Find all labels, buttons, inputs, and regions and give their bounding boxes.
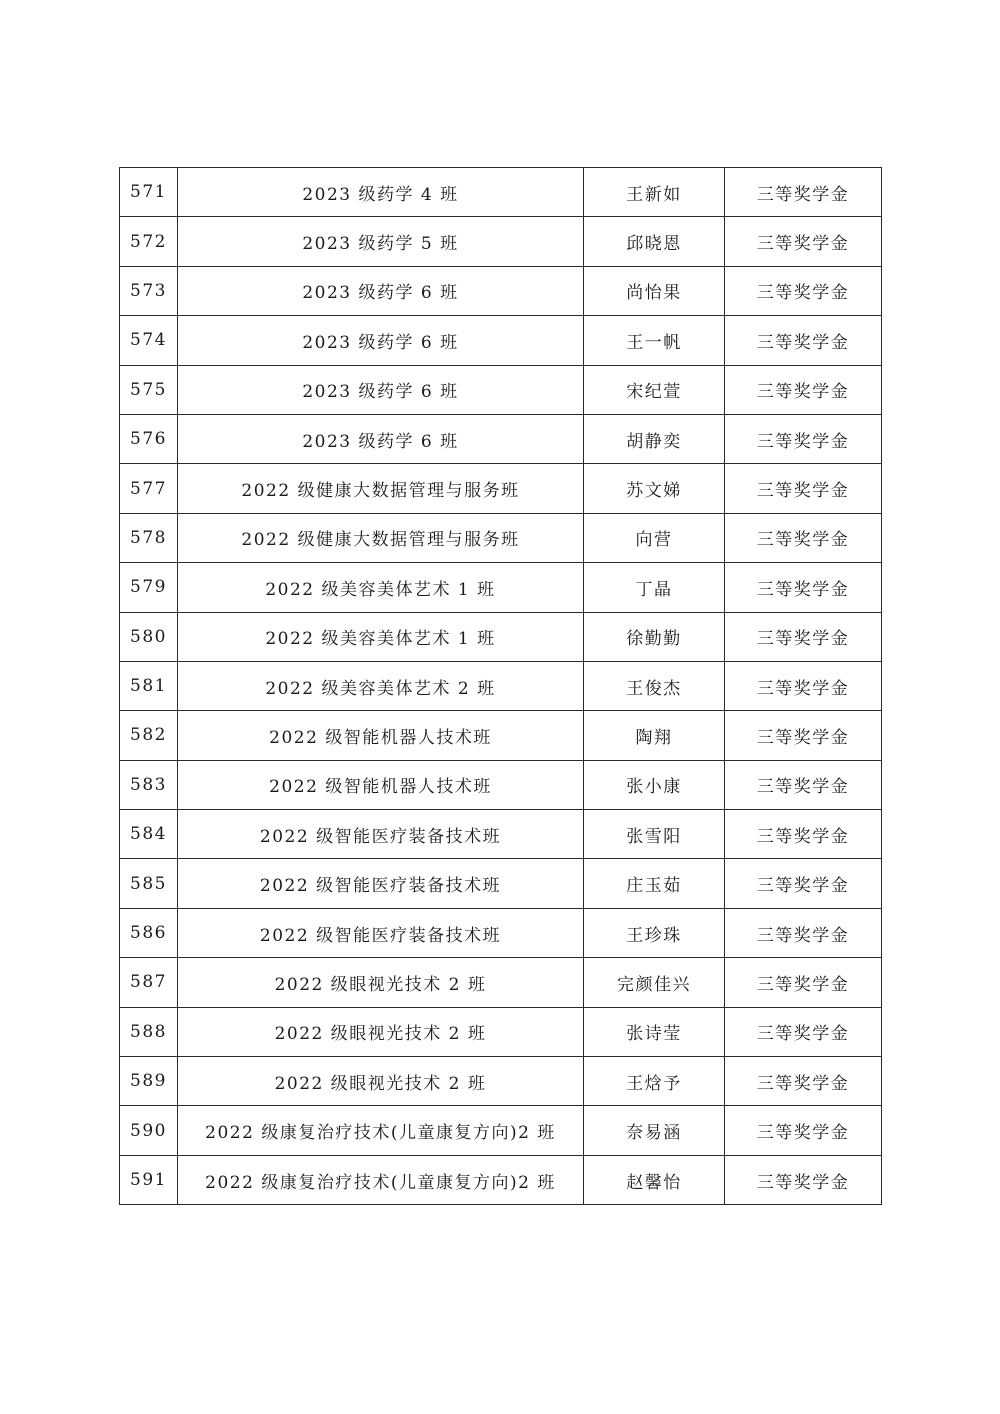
row-number-cell: 580 [120,612,178,661]
award-level-cell: 三等奖学金 [725,711,882,760]
student-name-cell: 尚怡果 [584,266,725,315]
row-number-cell: 575 [120,365,178,414]
student-name-cell: 王焓予 [584,1057,725,1106]
table-row [120,414,882,463]
class-name-cell: 2023 级药学 4 班 [178,168,584,217]
table-row [120,810,882,859]
award-level-cell: 三等奖学金 [725,612,882,661]
class-name-cell: 2022 级眼视光技术 2 班 [178,1057,584,1106]
row-number-cell: 571 [120,168,178,217]
award-level-cell: 三等奖学金 [725,810,882,859]
class-name-cell: 2022 级眼视光技术 2 班 [178,958,584,1007]
student-name-cell: 邱晓恩 [584,217,725,266]
student-name-cell: 向营 [584,513,725,562]
class-name-cell: 2022 级美容美体艺术 1 班 [178,563,584,612]
table-row [120,1057,882,1106]
row-number-cell: 588 [120,1007,178,1056]
award-level-cell: 三等奖学金 [725,266,882,315]
student-name-cell: 王新如 [584,168,725,217]
class-name-cell: 2022 级美容美体艺术 2 班 [178,661,584,710]
award-level-cell: 三等奖学金 [725,661,882,710]
class-name-cell: 2022 级智能医疗装备技术班 [178,908,584,957]
student-name-cell: 徐勤勤 [584,612,725,661]
row-number-cell: 578 [120,513,178,562]
table-row [120,958,882,1007]
row-number-cell: 573 [120,266,178,315]
table-row [120,612,882,661]
row-number-cell: 579 [120,563,178,612]
student-name-cell: 王珍珠 [584,908,725,957]
award-level-cell: 三等奖学金 [725,217,882,266]
award-level-cell: 三等奖学金 [725,958,882,1007]
award-level-cell: 三等奖学金 [725,859,882,908]
award-level-cell: 三等奖学金 [725,464,882,513]
class-name-cell: 2022 级智能机器人技术班 [178,711,584,760]
row-number-cell: 574 [120,316,178,365]
class-name-cell: 2022 级美容美体艺术 1 班 [178,612,584,661]
class-name-cell: 2022 级健康大数据管理与服务班 [178,464,584,513]
table-row [120,1155,882,1204]
award-level-cell: 三等奖学金 [725,414,882,463]
row-number-cell: 576 [120,414,178,463]
class-name-cell: 2022 级康复治疗技术(儿童康复方向)2 班 [178,1155,584,1204]
table-row [120,908,882,957]
row-number-cell: 591 [120,1155,178,1204]
table-row [120,217,882,266]
award-level-cell: 三等奖学金 [725,760,882,809]
table-row [120,316,882,365]
student-name-cell: 张诗莹 [584,1007,725,1056]
row-number-cell: 577 [120,464,178,513]
table-body [120,168,882,1205]
table-row [120,859,882,908]
class-name-cell: 2023 级药学 6 班 [178,266,584,315]
award-level-cell: 三等奖学金 [725,513,882,562]
row-number-cell: 585 [120,859,178,908]
class-name-cell: 2022 级康复治疗技术(儿童康复方向)2 班 [178,1106,584,1155]
table-row [120,513,882,562]
student-name-cell: 张小康 [584,760,725,809]
class-name-cell: 2023 级药学 6 班 [178,316,584,365]
award-level-cell: 三等奖学金 [725,563,882,612]
student-name-cell: 王一帆 [584,316,725,365]
class-name-cell: 2022 级智能医疗装备技术班 [178,859,584,908]
row-number-cell: 589 [120,1057,178,1106]
student-name-cell: 王俊杰 [584,661,725,710]
table-row [120,711,882,760]
table-row [120,661,882,710]
student-name-cell: 庄玉茹 [584,859,725,908]
student-name-cell: 陶翔 [584,711,725,760]
row-number-cell: 572 [120,217,178,266]
student-name-cell: 张雪阳 [584,810,725,859]
student-name-cell: 宋纪萱 [584,365,725,414]
table-row [120,1007,882,1056]
student-name-cell: 丁晶 [584,563,725,612]
award-level-cell: 三等奖学金 [725,365,882,414]
table-row [120,266,882,315]
award-level-cell: 三等奖学金 [725,1007,882,1056]
table-row [120,1106,882,1155]
row-number-cell: 584 [120,810,178,859]
row-number-cell: 581 [120,661,178,710]
class-name-cell: 2022 级智能机器人技术班 [178,760,584,809]
student-name-cell: 苏文娣 [584,464,725,513]
class-name-cell: 2023 级药学 5 班 [178,217,584,266]
scholarship-table [119,167,882,1205]
row-number-cell: 590 [120,1106,178,1155]
student-name-cell: 完颜佳兴 [584,958,725,1007]
class-name-cell: 2022 级智能医疗装备技术班 [178,810,584,859]
student-name-cell: 奈易涵 [584,1106,725,1155]
award-level-cell: 三等奖学金 [725,316,882,365]
student-name-cell: 胡静奕 [584,414,725,463]
table-row [120,563,882,612]
award-level-cell: 三等奖学金 [725,168,882,217]
award-level-cell: 三等奖学金 [725,1106,882,1155]
table-row [120,760,882,809]
award-level-cell: 三等奖学金 [725,1057,882,1106]
row-number-cell: 586 [120,908,178,957]
class-name-cell: 2022 级健康大数据管理与服务班 [178,513,584,562]
award-level-cell: 三等奖学金 [725,908,882,957]
table-row [120,464,882,513]
class-name-cell: 2022 级眼视光技术 2 班 [178,1007,584,1056]
row-number-cell: 582 [120,711,178,760]
row-number-cell: 587 [120,958,178,1007]
award-level-cell: 三等奖学金 [725,1155,882,1204]
row-number-cell: 583 [120,760,178,809]
table-row [120,365,882,414]
class-name-cell: 2023 级药学 6 班 [178,414,584,463]
table-row [120,168,882,217]
class-name-cell: 2023 级药学 6 班 [178,365,584,414]
student-name-cell: 赵馨怡 [584,1155,725,1204]
